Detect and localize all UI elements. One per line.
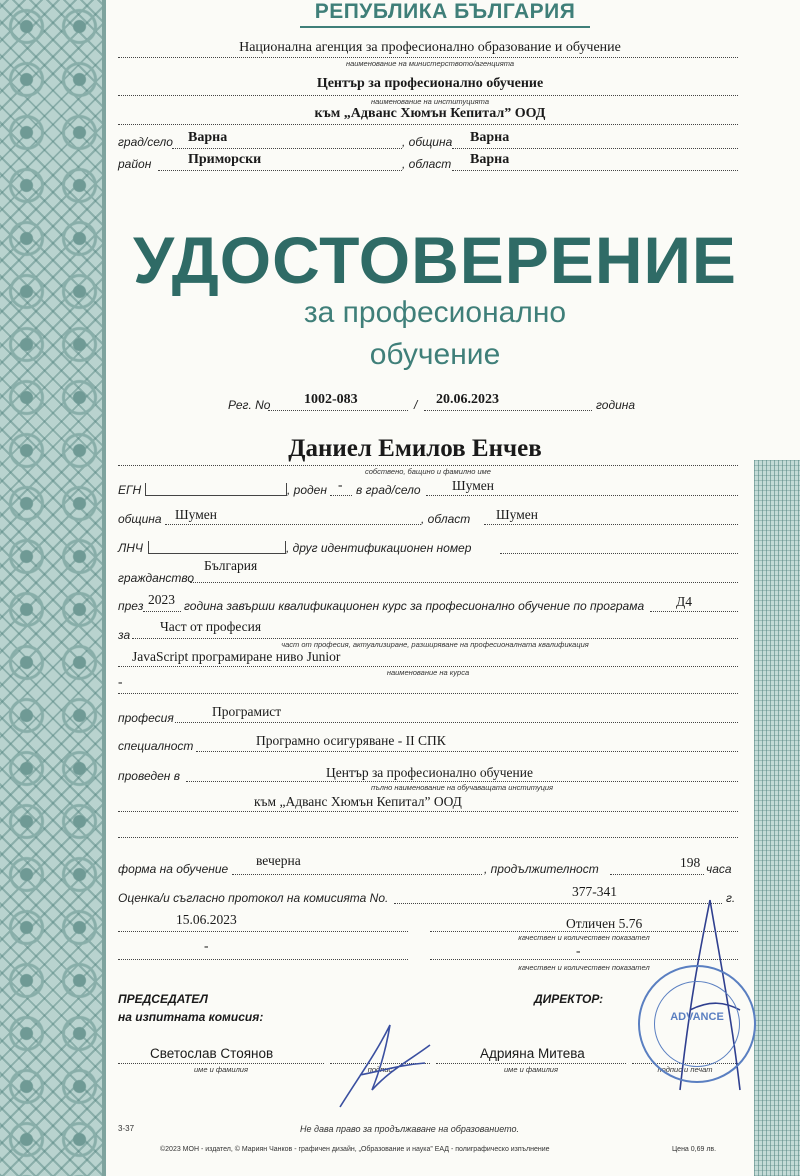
chair-sign-caption: подпис — [367, 1065, 393, 1074]
chair-title: ПРЕДСЕДАТЕЛ — [118, 992, 208, 1006]
document-title: УДОСТОВЕРЕНИЕ — [133, 223, 737, 297]
for-line — [132, 638, 738, 639]
citizenship-label: гражданство — [118, 571, 195, 585]
specialty-line — [196, 751, 738, 752]
reg-number-line — [268, 410, 408, 411]
protocol-value: 377-341 — [572, 884, 617, 899]
city-line — [172, 148, 402, 149]
year-label: през — [118, 599, 144, 613]
chair-name-line — [118, 1063, 324, 1064]
specialty-value: Програмно осигуряване - II СПК — [256, 733, 446, 748]
duration-label: , продължителност — [484, 862, 599, 876]
holder-region-label: , област — [421, 512, 471, 526]
director-name-caption: име и фамилия — [504, 1065, 558, 1074]
no-continuation-note: Не дава право за продължаване на образованието. — [300, 1124, 520, 1134]
assessment-dash: - — [204, 938, 209, 953]
agency-name: Национална агенция за професионално образование и обучение — [239, 40, 621, 55]
institution-stamp — [638, 965, 756, 1083]
born-value: - — [338, 477, 343, 492]
holder-region-value: Шумен — [496, 507, 538, 522]
assessment-extra-line — [118, 959, 408, 960]
year-value: 2023 — [148, 592, 175, 607]
born-label: , роден — [287, 483, 327, 497]
lnch-label: ЛНЧ — [118, 541, 143, 555]
grade2-dash: - — [576, 943, 581, 958]
heading-rule — [300, 26, 590, 28]
director-name-line — [436, 1063, 626, 1064]
duration-line — [610, 874, 704, 875]
agency-caption: наименование на министерството/агенцията — [345, 59, 515, 68]
other-id-label: , друг идентификационен номер — [286, 541, 472, 555]
held-label: проведен в — [118, 769, 180, 783]
birthplace-label: в град/село — [356, 483, 421, 497]
held-line1-rule — [186, 781, 738, 782]
program-value: Д4 — [676, 594, 692, 609]
region-value: Варна — [470, 152, 510, 167]
protocol-label: Оценка/и съгласно протокол на комисията No. — [118, 891, 389, 905]
municipality-label: , община — [402, 135, 453, 149]
director-title: ДИРЕКТОР: — [534, 992, 604, 1006]
city-label: град/село — [118, 135, 173, 149]
holder-municipality-label: община — [118, 512, 162, 526]
holder-municipality-value: Шумен — [175, 507, 217, 522]
grade2-caption: качествен и количествен показател — [518, 963, 650, 972]
publisher-note: ©2023 МОН - издател, © Мариян Чанков - графичен дизайн, „Образование и наука” ЕАД - полиграфическо изпълнение — [160, 1146, 550, 1153]
chair-subtitle: на изпитната комисия: — [118, 1010, 264, 1024]
region-line — [452, 170, 738, 171]
city-value: Варна — [188, 130, 228, 145]
director-sign-caption: подпис и печат — [657, 1065, 713, 1074]
course-dash: - — [118, 674, 123, 689]
profession-line — [175, 722, 738, 723]
for-caption: част от професия, актуализиране, разширяване на професионалната квалификация — [281, 640, 589, 649]
for-value: Част от професия — [160, 619, 262, 634]
reg-year-suffix: година — [596, 398, 636, 412]
chair-name: Светослав Стоянов — [150, 1046, 274, 1061]
institution-line2: към „Адванс Хюмън Кепитал” ООД — [314, 106, 546, 121]
institution-line2-rule — [118, 124, 738, 125]
egn-box — [145, 483, 287, 496]
municipality-line — [452, 148, 738, 149]
birthplace-value: Шумен — [452, 478, 494, 493]
agency-line — [118, 57, 738, 58]
hours-label: часа — [706, 862, 732, 876]
reg-date: 20.06.2023 — [436, 392, 499, 407]
egn-label: ЕГН — [118, 483, 142, 497]
grade-value: Отличен 5.76 — [566, 916, 643, 931]
form-code: 3-37 — [118, 1124, 135, 1133]
lnch-box — [148, 541, 286, 554]
citizenship-value: България — [204, 558, 258, 573]
profession-label: професия — [118, 711, 174, 725]
profession-value: Програмист — [212, 704, 282, 719]
course-name: JavaScript програмиране ниво Junior — [132, 649, 341, 664]
held-line1: Център за професионално обучение — [326, 765, 533, 780]
held-extra-line — [118, 837, 738, 838]
price-note: Цена 0,69 лв. — [672, 1146, 717, 1153]
assessment-date-line — [118, 931, 408, 932]
document-subtitle-2: обучение — [369, 338, 501, 371]
stamp-inner-ring — [654, 981, 740, 1067]
decorative-border-right — [754, 460, 800, 1176]
born-line — [330, 495, 352, 496]
year-line — [143, 611, 181, 612]
chair-name-caption: име и фамилия — [194, 1065, 248, 1074]
institution-caption: наименование на институцията — [370, 97, 490, 106]
reg-label: Рег. No — [228, 398, 271, 412]
holder-municipality-line — [165, 524, 421, 525]
specialty-label: специалност — [118, 739, 194, 753]
form-label: форма на обучение — [118, 862, 229, 876]
course-name-line — [118, 666, 738, 667]
director-name: Адрияна Митева — [480, 1046, 585, 1061]
holder-name-caption: собствено, бащино и фамилно име — [365, 467, 491, 476]
held-caption: пълно наименование на обучаващата институция — [370, 783, 554, 792]
district-value: Приморски — [188, 152, 262, 167]
course-caption: наименование на курса — [386, 668, 470, 677]
duration-value: 198 — [680, 855, 701, 870]
district-line — [158, 170, 402, 171]
reg-number: 1002-083 — [304, 392, 358, 407]
holder-name-line — [118, 465, 738, 466]
protocol-year-suffix: г. — [726, 891, 736, 905]
assessment-date: 15.06.2023 — [176, 912, 237, 927]
for-label: за — [118, 628, 131, 642]
stamp-logo-text: ADVANCE — [670, 1011, 724, 1023]
form-value: вечерна — [256, 853, 301, 868]
chair-signature — [330, 1015, 440, 1115]
republic-heading: РЕПУБЛИКА БЪЛГАРИЯ — [314, 0, 576, 23]
document-subtitle-1: за професионално — [303, 296, 567, 329]
holder-region-line — [484, 524, 738, 525]
grade-caption: качествен и количествен показател — [518, 933, 650, 942]
reg-date-line — [424, 410, 592, 411]
decorative-border-left — [0, 0, 106, 1176]
form-line — [232, 874, 482, 875]
program-line — [650, 611, 738, 612]
district-label: район — [118, 157, 152, 171]
municipality-value: Варна — [470, 130, 510, 145]
course-extra-line — [118, 693, 738, 694]
institution-line1: Център за професионално обучение — [316, 76, 544, 91]
birthplace-line — [426, 495, 738, 496]
citizenship-line — [190, 582, 738, 583]
completed-text: година завърши квалификационен курс за професионално обучение по програма — [184, 599, 645, 613]
reg-separator: / — [414, 398, 418, 412]
held-line2-rule — [118, 811, 738, 812]
institution-line1-rule — [118, 95, 738, 96]
other-id-line — [500, 553, 738, 554]
region-label: , област — [402, 157, 452, 171]
holder-name: Даниел Емилов Енчев — [288, 435, 542, 462]
held-line2: към „Адванс Хюмън Кепитал” ООД — [254, 794, 462, 809]
